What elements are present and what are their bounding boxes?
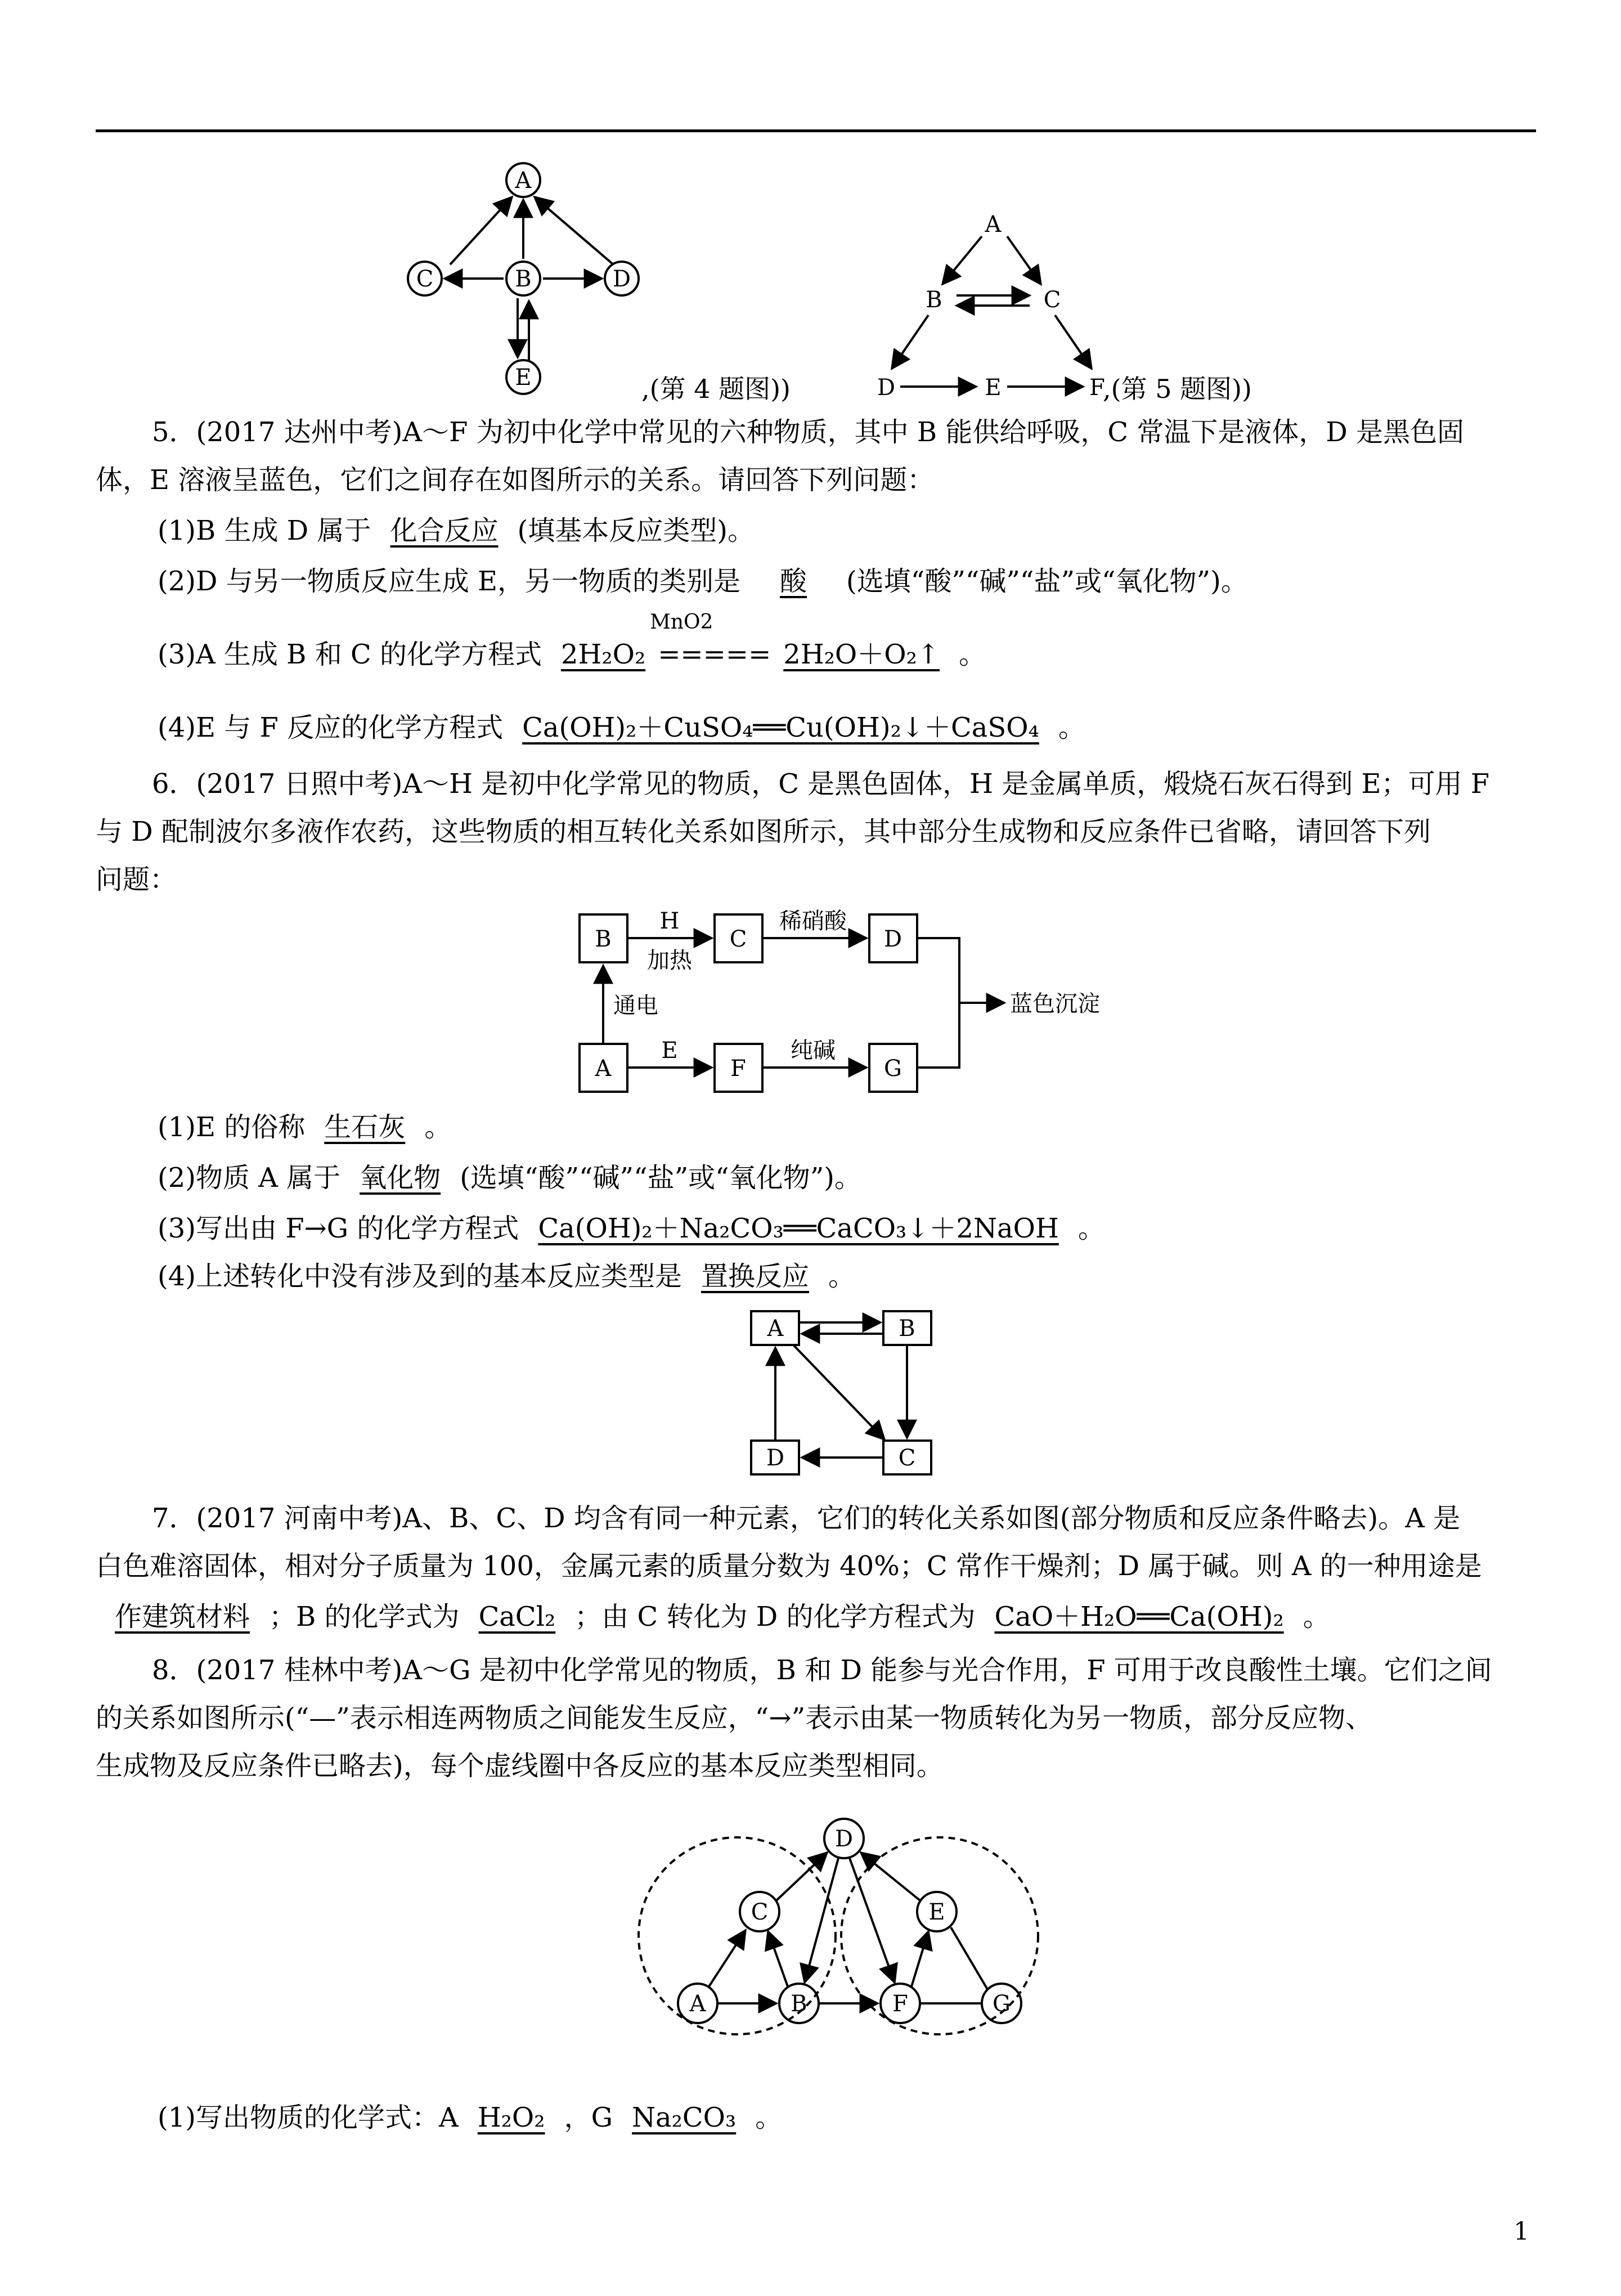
q8-label-e: E bbox=[928, 1899, 945, 1925]
fig5-label-f: F bbox=[1089, 375, 1105, 401]
fig5-caption: ,(第 5 题图)) bbox=[1103, 374, 1252, 404]
q8-part1-prompt: (1)写出物质的化学式：A bbox=[158, 2102, 459, 2133]
fig4-label-a: A bbox=[515, 168, 532, 194]
q6-label-nitric: 稀硝酸 bbox=[779, 908, 847, 934]
q5-stem-line2: 体，E 溶液呈蓝色，它们之间存在如图所示的关系。请回答下列问题： bbox=[96, 464, 935, 496]
q7-text-mid2: ；由 C 转化为 D 的化学方程式为 bbox=[574, 1601, 976, 1633]
q5-part3-suffix: 。 bbox=[959, 639, 986, 670]
q6-part4-prompt: (4)上述转化中没有涉及到的基本反应类型是 bbox=[158, 1261, 682, 1292]
q6-part4-answer: 置换反应 bbox=[701, 1261, 810, 1292]
q6-part1-suffix: 。 bbox=[424, 1111, 452, 1143]
q7-box-b-label: B bbox=[899, 1316, 915, 1342]
q5-part2-prompt: (2)D 与另一物质反应生成 E，另一物质的类别是 bbox=[158, 566, 741, 597]
q6-label-electrolysis: 通电 bbox=[613, 993, 658, 1019]
q6-label-e: E bbox=[661, 1038, 678, 1064]
q5-part1-prompt: (1)B 生成 D 属于 bbox=[158, 515, 371, 546]
q5-part4-suffix: 。 bbox=[1058, 712, 1085, 743]
fig5-label-d: D bbox=[877, 375, 896, 401]
q7-stem-line1: 7．(2017 河南中考)A、B、C、D 均含有同一种元素，它们的转化关系如图(部分物质和反应条件略去)。A 是 bbox=[152, 1503, 1461, 1534]
q5-part1-suffix: (填基本反应类型)。 bbox=[517, 515, 755, 546]
q8-label-f: F bbox=[892, 1991, 908, 2017]
q8-stem-line3: 生成物及反应条件已略去)，每个虚线圈中各反应的基本反应类型相同。 bbox=[96, 1750, 944, 1782]
q7-box-d-label: D bbox=[766, 1445, 785, 1471]
q8-stem-line2: 的关系如图所示(“—”表示相连两物质之间能发生反应，“→”表示由某一物质转化为另一物质，部分反应物、 bbox=[96, 1702, 1373, 1734]
q8-part1 bbox=[158, 2099, 782, 2136]
q7-box-a-label: A bbox=[767, 1316, 784, 1342]
q6-part1-prompt: (1)E 的俗称 bbox=[158, 1111, 306, 1143]
q6-part1 bbox=[158, 1109, 451, 1146]
q7-box-c-label: C bbox=[898, 1445, 916, 1471]
q5-part3-prompt: (3)A 生成 B 和 C 的化学方程式 bbox=[158, 639, 542, 670]
q7-text-post: 。 bbox=[1303, 1601, 1330, 1633]
q6-part3-suffix: 。 bbox=[1077, 1213, 1105, 1244]
q5-catalyst: MnO2 bbox=[650, 611, 713, 634]
q7-answer-equation: CaO＋H₂O══Ca(OH)₂ bbox=[994, 1601, 1284, 1633]
q6-part4-suffix: 。 bbox=[828, 1261, 856, 1292]
page-number: 1 bbox=[1514, 2217, 1529, 2246]
q6-label-soda: 纯碱 bbox=[791, 1038, 836, 1064]
q6-box-b-label: B bbox=[595, 926, 612, 952]
q5-part3-answer-right: 2H₂O＋O₂↑ bbox=[783, 639, 940, 670]
q6-box-a-label: A bbox=[595, 1056, 612, 1082]
q5-part1 bbox=[158, 512, 755, 549]
q5-stem-line1: 5．(2017 达州中考)A～F 为初中化学中常见的六种物质，其中 B 能供给呼吸，C 常温下是液体，D 是黑色固 bbox=[152, 416, 1465, 448]
q5-part4-answer: Ca(OH)₂＋CuSO₄══Cu(OH)₂↓＋CaSO₄ bbox=[522, 712, 1039, 743]
q6-part2-suffix: (选填“酸”“碱”“盐”或“氧化物”)。 bbox=[460, 1162, 861, 1194]
q5-part3 bbox=[158, 636, 986, 673]
q5-part1-answer: 化合反应 bbox=[390, 515, 499, 546]
q6-box-d-label: D bbox=[883, 926, 902, 952]
q8-label-g: G bbox=[993, 1991, 1011, 2017]
fig4-label-e: E bbox=[515, 365, 532, 391]
q5-part2-answer: 酸 bbox=[780, 566, 807, 597]
q8-part1-mid: ，G bbox=[564, 2102, 613, 2133]
q6-stem-line2: 与 D 配制波尔多液作农药，这些物质的相互转化关系如图所示，其中部分生成物和反应条件已省略，请回答下列 bbox=[96, 816, 1431, 847]
q5-part4 bbox=[158, 709, 1085, 746]
q6-label-h: H bbox=[659, 908, 680, 934]
q6-part3-answer: Ca(OH)₂＋Na₂CO₃══CaCO₃↓＋2NaOH bbox=[538, 1213, 1059, 1244]
q6-part2-prompt: (2)物质 A 属于 bbox=[158, 1162, 341, 1194]
fig4-label-b: B bbox=[515, 266, 532, 292]
q8-label-d: D bbox=[834, 1826, 854, 1852]
q7-stem-line2: 白色难溶固体，相对分子质量为 100，金属元素的质量分数为 40%；C 常作干燥剂；D 属于碱。则 A 的一种用途是 bbox=[96, 1550, 1482, 1582]
q6-box-f-label: F bbox=[730, 1056, 746, 1082]
q5-part4-prompt: (4)E 与 F 反应的化学方程式 bbox=[158, 712, 504, 743]
q7-text-mid1: ；B 的化学式为 bbox=[269, 1601, 460, 1633]
q5-part3-equals: ===== bbox=[658, 639, 771, 670]
q7-answer-use: 作建筑材料 bbox=[115, 1601, 250, 1633]
q6-part3 bbox=[158, 1210, 1105, 1247]
q8-label-c: C bbox=[751, 1899, 769, 1925]
q6-part4 bbox=[158, 1258, 855, 1295]
q6-stem-line3: 问题： bbox=[96, 864, 177, 895]
fig4-label-d: D bbox=[612, 266, 631, 292]
q6-label-result: 蓝色沉淀 bbox=[1010, 991, 1100, 1017]
q7-answer-formula: CaCl₂ bbox=[478, 1601, 556, 1633]
q6-part3-prompt: (3)写出由 F→G 的化学方程式 bbox=[158, 1213, 519, 1244]
fig5-label-c: C bbox=[1043, 287, 1061, 313]
q6-part2 bbox=[158, 1159, 861, 1196]
q8-part1-answer-a: H₂O₂ bbox=[477, 2102, 545, 2133]
q5-part2 bbox=[158, 563, 1248, 600]
q6-box-g-label: G bbox=[884, 1056, 902, 1082]
q6-label-heat: 加热 bbox=[647, 948, 692, 974]
q6-stem-line1: 6．(2017 日照中考)A～H 是初中化学常见的物质，C 是黑色固体，H 是金属单质，煅烧石灰石得到 E；可用 F bbox=[152, 768, 1490, 800]
fig5-label-b: B bbox=[926, 287, 942, 313]
q8-label-b: B bbox=[791, 1991, 807, 2017]
q5-part2-suffix: (选填“酸”“碱”“盐”或“氧化物”)。 bbox=[846, 566, 1248, 597]
fig4-label-c: C bbox=[416, 266, 434, 292]
q8-stem-line1: 8．(2017 桂林中考)A～G 是初中化学常见的物质，B 和 D 能参与光合作用，F 可用于改良酸性土壤。它们之间 bbox=[152, 1654, 1492, 1686]
q7-answers bbox=[96, 1598, 1330, 1635]
fig5-label-e: E bbox=[985, 375, 1002, 401]
q6-part1-answer: 生石灰 bbox=[324, 1111, 406, 1143]
fig5-label-a: A bbox=[985, 212, 1002, 237]
q6-box-c-label: C bbox=[729, 926, 747, 952]
q8-part1-suffix: 。 bbox=[755, 2102, 783, 2133]
q8-part1-answer-g: Na₂CO₃ bbox=[632, 2102, 737, 2133]
q8-label-a: A bbox=[689, 1991, 706, 2017]
q5-part3-answer-left: 2H₂O₂ bbox=[560, 639, 646, 670]
q6-part2-answer: 氧化物 bbox=[360, 1162, 441, 1194]
fig5-diagram bbox=[892, 236, 1092, 387]
fig4-caption: ,(第 4 题图)) bbox=[641, 374, 791, 404]
